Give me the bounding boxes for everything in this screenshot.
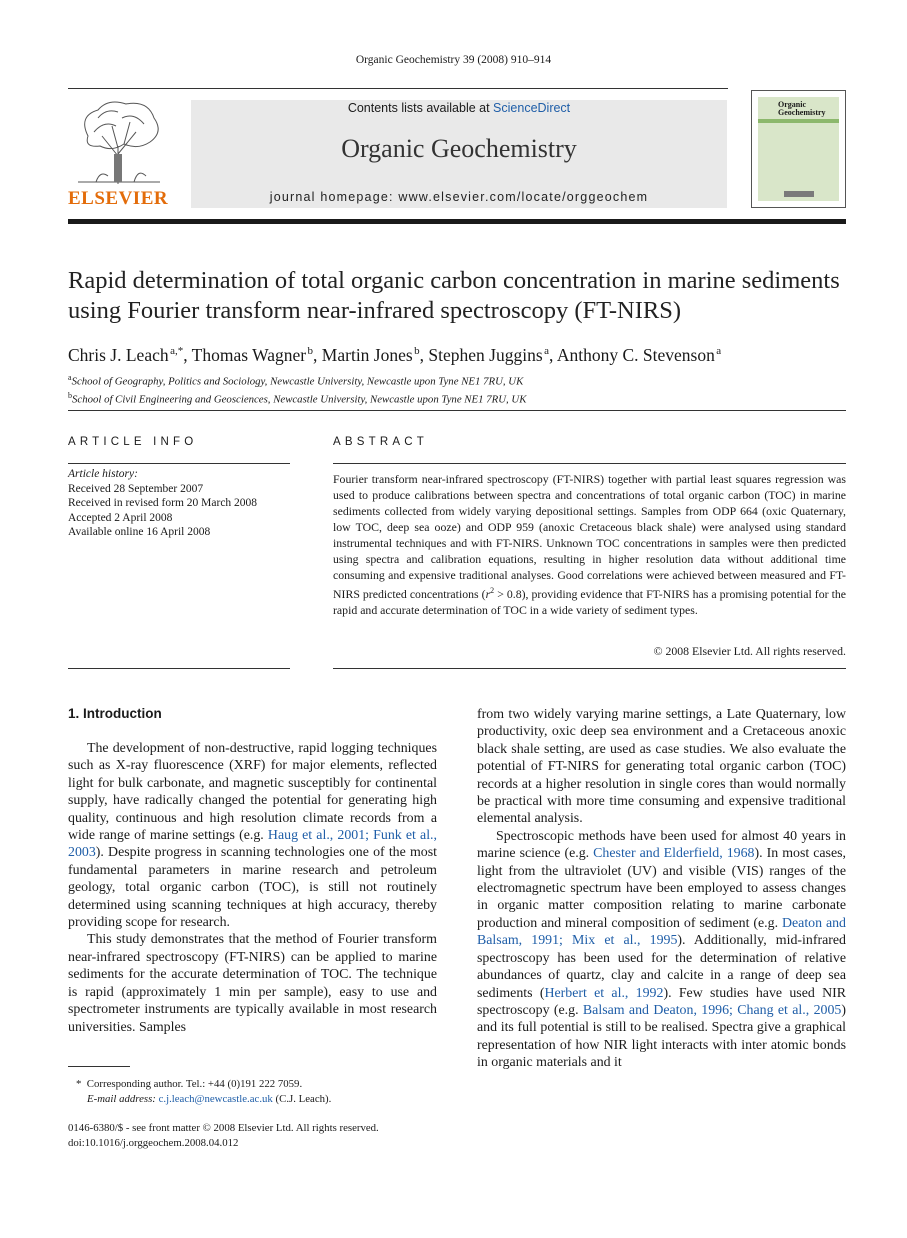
abstract-text xyxy=(333,471,846,618)
history-label: Article history: xyxy=(68,468,138,480)
abstract-copyright: © 2008 Elsevier Ltd. All rights reserved. xyxy=(653,644,846,658)
journal-masthead xyxy=(68,88,846,216)
abstract-part-1: Fourier transform near-infrared spectroscopy (FT-NIRS) together with partial least squares regression was used to produce calibrations between spectra and concentrations of total organic carbon (TOC) in marine sediments collected from widely varying depositional settings. Samples from ODP 664 (oxic Quaternary, low TOC, deep sea ooze) and ODP 959 (anoxic Cretaceous black shale) were analysed using standard instrumental techniques and with FT-NIRS. Unknown TOC concentrations in samples were then predicted using spectra and calibration equations, resulting in higher resolution data without additional time consuming and expensive traditional analyses. Good correlations were achieved between measured and FT-NIRS predicted concentrations ( xyxy=(333,472,846,601)
issn-line: 0146-6380/$ - see front matter © 2008 Elsevier Ltd. All rights reserved. xyxy=(68,1122,379,1134)
cover-title: Organic Geochemistry xyxy=(778,100,826,117)
author-sup: b xyxy=(307,345,314,357)
paragraph xyxy=(477,828,846,1072)
author-name[interactable]: Chris J. Leach xyxy=(68,344,169,365)
asterisk: * xyxy=(76,1078,87,1090)
paragraph: This study demonstrates that the method of Fourier transform near-infrared spectroscopy (FT-NIRS) can be applied to marine sediments for the accurate determination of TOC. The technique is rapid (approximately 1 min per sample), easy to use and spectrometer instruments are typically available in most research universities. Samples xyxy=(68,932,437,1035)
cover-band xyxy=(758,97,839,201)
citation-link[interactable]: Balsam and Deaton, 1996; Chang et al., 2005 xyxy=(582,1002,842,1018)
affiliation-sup: a xyxy=(68,373,72,382)
text: Spectroscopic methods have been used for almost 40 years in marine science (e.g. xyxy=(477,828,846,862)
text: ). In most cases, light from the ultraviolet (UV) and visible (VIS) ranges of the electromagnetic spectrum have been employed to assess changes in organic matter composition relating to marine carbonate production and mineral composition of sediment (e.g. xyxy=(477,846,847,931)
elsevier-wordmark: ELSEVIER xyxy=(68,188,169,209)
text: ). Few studies have used NIR spectroscopy (e.g. xyxy=(477,985,846,1018)
article-info-label: ARTICLE INFO xyxy=(68,436,198,448)
abstract-r-sup: 2 xyxy=(490,586,495,595)
history-revised: Received in revised form 20 March 2008 xyxy=(68,497,258,509)
masthead-top-rule xyxy=(68,88,728,89)
section-heading-introduction: 1. Introduction xyxy=(68,706,162,721)
email-suffix: (C.J. Leach). xyxy=(272,1093,332,1105)
citation-link[interactable]: Haug et al., 2001; Funk et al., 2003 xyxy=(68,828,437,861)
affiliation-sup: b xyxy=(68,391,72,401)
email-label: E-mail address: xyxy=(87,1093,159,1105)
citation-link[interactable]: Deaton and Balsam, 1991; Mix et al., 1995 xyxy=(477,915,847,949)
contents-prefix: Contents lists available at xyxy=(347,101,494,115)
journal-cover-thumbnail[interactable] xyxy=(751,90,846,208)
elsevier-logo[interactable] xyxy=(68,96,178,214)
author-name[interactable]: Stephen Juggins xyxy=(428,344,543,365)
article-history xyxy=(68,467,290,540)
author-list: Chris J. Leach $^{a,*}$, Thomas Wagner $^b$, Martin Jones $^b$, Stephen Juggins $^a$, Anthony C. Stevenson $^a$ xyxy=(68,344,722,365)
cover-strip xyxy=(758,119,839,123)
abstract-bottom-rule xyxy=(333,668,846,669)
footnote-rule xyxy=(68,1066,130,1067)
article-info-bottom-rule xyxy=(68,668,290,669)
masthead-thick-rule xyxy=(68,219,846,224)
author-name[interactable]: Martin Jones xyxy=(321,344,413,365)
issn-block xyxy=(68,1121,448,1151)
author-sup: a xyxy=(544,345,550,357)
email-link[interactable]: c.j.leach@newcastle.ac.uk xyxy=(158,1093,273,1105)
corresponding-text: Corresponding author. Tel.: +44 (0)191 222 7059. xyxy=(86,1078,303,1090)
cover-publisher-mark xyxy=(784,191,814,197)
abstract-r: r xyxy=(485,586,491,601)
footnotes xyxy=(68,1077,448,1107)
paragraph xyxy=(68,740,437,931)
text: ). Additionally, mid-infrared spectroscopy has been used for the determination of relative abundances of quartz, clay and calcite in a range of deep sea sediments ( xyxy=(477,933,846,1001)
article-title: Rapid determination of total organic carbon concentration in marine sediments using Fourier transform near-infrared spectroscopy (FT-NIRS) xyxy=(68,267,840,324)
affiliations xyxy=(68,371,848,407)
article-info-top-rule xyxy=(68,463,290,464)
journal-homepage[interactable]: journal homepage: www.elsevier.com/locate/orggeochem xyxy=(269,190,649,204)
elsevier-tree-icon xyxy=(68,96,168,186)
abstract-top-rule xyxy=(333,463,846,464)
citation-link[interactable]: Chester and Elderfield, 1968 xyxy=(593,846,755,862)
journal-info-box xyxy=(191,100,727,208)
body-column-right xyxy=(477,706,846,1072)
author-sup: a,* xyxy=(170,345,184,357)
body-column-left xyxy=(68,740,437,1036)
citation-link[interactable]: Herbert et al., 1992 xyxy=(544,985,664,1001)
doi-line[interactable]: doi:10.1016/j.orggeochem.2008.04.012 xyxy=(68,1137,239,1149)
contents-line xyxy=(191,100,727,116)
text: The development of non-destructive, rapid logging techniques such as X-ray fluorescence (XRF) for major elements, reflected light for bulk carbonate, and magnetic susceptibly for continental supply, have radically changed the potential for generating high quality, continuous and high resolution climate records from a wide range of marine settings (e.g. xyxy=(68,741,437,844)
running-head: Organic Geochemistry 39 (2008) 910–914 xyxy=(355,54,552,66)
abstract-part-2: > 0.8), providing evidence that FT-NIRS has a promising potential for the rapid and accurate determination of TOC in a wide variety of sediment types. xyxy=(333,586,846,617)
corresponding-author-note xyxy=(68,1077,448,1092)
abstract-label: ABSTRACT xyxy=(333,436,428,448)
affiliation-a xyxy=(68,371,848,389)
author-name[interactable]: Anthony C. Stevenson xyxy=(556,344,715,365)
paragraph: from two widely varying marine settings, a Late Quaternary, low productivity, oxic deep sea environment and a Cretaceous anoxic black shale setting, are used as case studies. We also evaluate the potential of FT-NIRS for generating total organic carbon (TOC) records at a higher resolution in single cores than would normally be practical with more time consuming and expensive traditional elemental analysis. xyxy=(477,707,846,827)
author-sup: a xyxy=(716,345,722,357)
affiliation-b xyxy=(68,389,848,407)
author-name[interactable]: Thomas Wagner xyxy=(191,344,307,365)
journal-name: Organic Geochemistry xyxy=(341,134,577,163)
history-received: Received 28 September 2007 xyxy=(68,482,204,495)
history-online: Available online 16 April 2008 xyxy=(68,526,211,538)
text: ) and its full potential is still to be realised. Spectra give a graphical representation of how NIR light interacts with inter atomic bonds in organic materials and it xyxy=(477,1002,846,1071)
email-note xyxy=(68,1092,448,1107)
sciencedirect-link[interactable]: ScienceDirect xyxy=(493,101,571,115)
affiliation-rule xyxy=(68,410,846,411)
affiliation-text: School of Geography, Politics and Sociology, Newcastle University, Newcastle upon Tyne NE1 7RU, UK xyxy=(71,375,524,388)
author-sup: b xyxy=(414,345,420,357)
affiliation-text: School of Civil Engineering and Geosciences, Newcastle University, Newcastle upon Tyne NE1 7RU, UK xyxy=(72,393,527,406)
history-accepted: Accepted 2 April 2008 xyxy=(68,511,173,524)
text: ). Despite progress in scanning technologies one of the most fundamental parameters in marine research and petroleum geology, total organic carbon (TOC), is still not routinely determined using scanning techniques at high accuracy, thereby providing scope for research. xyxy=(68,845,437,931)
